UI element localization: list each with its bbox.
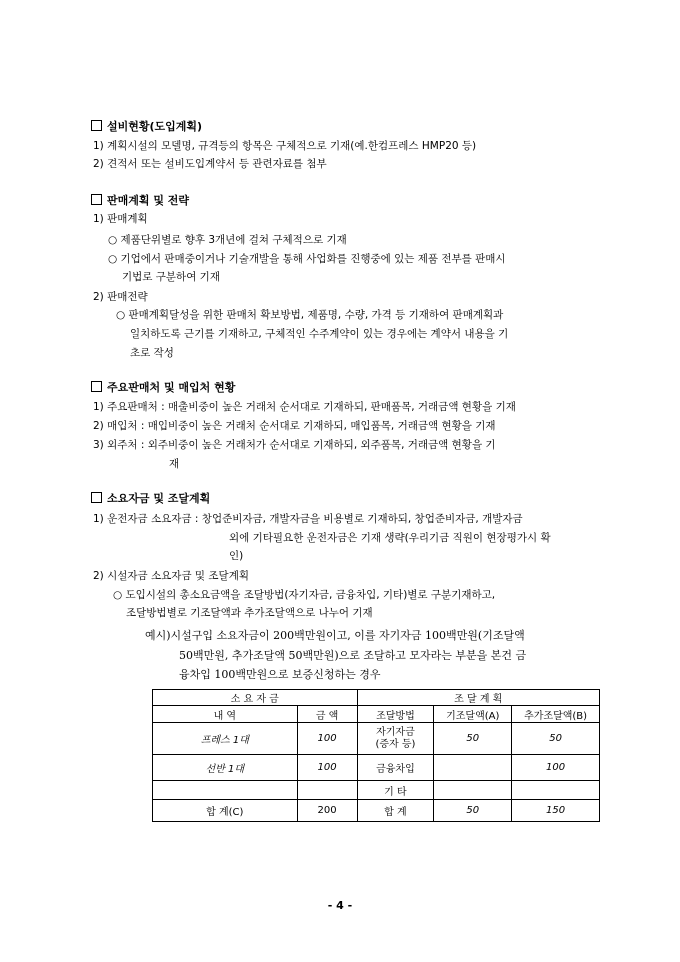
row2-amount: 100	[297, 755, 357, 781]
section2-bullet-3-cont: 일치하도록 근기를 기재하고, 구체적인 수주계약이 있는 경우에는 계약서 내용을 기	[130, 328, 509, 340]
header-funding-plan: 조 달 계 획	[357, 690, 599, 706]
section2-sub-1: 1) 판매계획	[93, 213, 148, 225]
section2-bullet-3: ○ 판매계획달성을 위한 판매처 확보방법, 제품명, 수량, 가격 등 기재하여 판매계획과	[116, 309, 504, 321]
table-row	[153, 723, 600, 755]
row2-item: 선반 1대	[153, 755, 298, 781]
table-row	[153, 755, 600, 781]
table-total-row	[153, 800, 600, 822]
row3-a	[434, 781, 512, 800]
row2-b: 100	[512, 755, 600, 781]
section2-bullet-1: ○ 제품단위별로 향후 3개년에 걸쳐 구체적으로 기재	[108, 234, 347, 246]
section2-bullet-3-cont2: 초로 작성	[130, 347, 174, 359]
col-amount: 금 액	[297, 706, 357, 723]
section3-item-1: 1) 주요판매처 : 매출비중이 높은 거래처 순서대로 기재하되, 판매품목, 거래금액 현황을 기재	[93, 401, 516, 413]
section1-item-1: 1) 계획시설의 모델명, 규격등의 항목은 구체적으로 기재(예.한컴프레스 HMP20 등)	[93, 140, 477, 152]
section4-item-1-cont: 외에 기타필요한 운전자금은 기재 생략(우리기금 직원이 현장평가시 확	[229, 532, 551, 544]
col-item: 내 역	[153, 706, 298, 723]
section4-bullet-1: ○ 도입시설의 총소요금액을 조달방법(자기자금, 금융차입, 기타)별로 구분기재하고,	[113, 589, 496, 601]
row3-amount	[297, 781, 357, 800]
total-item: 합 계(C)	[153, 800, 298, 822]
example-line-1: 예시)시설구입 소요자금이 200백만원이고, 이를 자기자금 100백만원(기조달액	[145, 629, 525, 642]
row1-method: 자기자금 (증자 등)	[357, 723, 434, 755]
section3-item-3-cont: 재	[169, 458, 180, 470]
funding-table	[152, 689, 600, 822]
checkbox-icon	[91, 194, 102, 205]
section2-sub-2: 2) 판매전략	[93, 291, 148, 303]
section4-item-2: 2) 시설자금 소요자금 및 조달계획	[93, 570, 249, 582]
section3-item-2: 2) 매입처 : 매입비중이 높은 거래처 순서대로 기재하되, 매입품목, 거래금액 현황을 기재	[93, 420, 496, 432]
checkbox-icon	[91, 120, 102, 131]
example-line-3: 융차입 100백만원으로 보증신청하는 경우	[179, 668, 381, 681]
section3-item-3: 3) 외주처 : 외주비중이 높은 거래처가 순서대로 기재하되, 외주품목, 거래금액 현황을 기	[93, 439, 496, 451]
page-number: - 4 -	[327, 899, 353, 912]
total-b: 150	[512, 800, 600, 822]
checkbox-icon	[91, 492, 102, 503]
row2-method: 금융차입	[357, 755, 434, 781]
row1-amount: 100	[297, 723, 357, 755]
row1-b: 50	[512, 723, 600, 755]
col-raised-a: 기조달액(A)	[434, 706, 512, 723]
total-a: 50	[434, 800, 512, 822]
row3-item	[153, 781, 298, 800]
row3-b	[512, 781, 600, 800]
section4-item-1: 1) 운전자금 소요자금 : 창업준비자금, 개발자금을 비용별로 기재하되, 창업준비자금, 개발자금	[93, 513, 523, 525]
total-amount: 200	[297, 800, 357, 822]
row3-method: 기 타	[357, 781, 434, 800]
section2-bullet-2: ○ 기업에서 판매중이거나 기술개발을 통해 사업화를 진행중에 있는 제품 전부를 판매시	[108, 253, 506, 265]
col-method: 조달방법	[357, 706, 434, 723]
section4-bullet-1-cont: 조달방법별로 기조달액과 추가조달액으로 나누어 기재	[126, 607, 373, 619]
row1-a: 50	[434, 723, 512, 755]
section-heading-equipment: 설비현황(도입계획)	[91, 120, 202, 134]
example-line-2: 50백만원, 추가조달액 50백만원)으로 조달하고 모자라는 부분을 본건 금	[179, 649, 527, 662]
section4-item-1-cont2: 인)	[229, 550, 244, 562]
section-heading-customers: 주요판매처 및 매입처 현황	[91, 381, 235, 395]
total-method: 합 계	[357, 800, 434, 822]
table-row	[153, 781, 600, 800]
section-heading-funding: 소요자금 및 조달계획	[91, 492, 210, 506]
row1-item: 프레스 1대	[153, 723, 298, 755]
table-header-row	[153, 690, 600, 706]
section-heading-sales: 판매계획 및 전략	[91, 194, 189, 208]
section1-item-2: 2) 견적서 또는 설비도입계약서 등 관련자료를 첨부	[93, 158, 327, 170]
table-subheader-row	[153, 706, 600, 723]
checkbox-icon	[91, 381, 102, 392]
col-additional-b: 추가조달액(B)	[512, 706, 600, 723]
row2-a	[434, 755, 512, 781]
header-required-funds: 소 요 자 금	[153, 690, 358, 706]
section2-bullet-2-cont: 기법로 구분하여 기재	[122, 271, 220, 283]
